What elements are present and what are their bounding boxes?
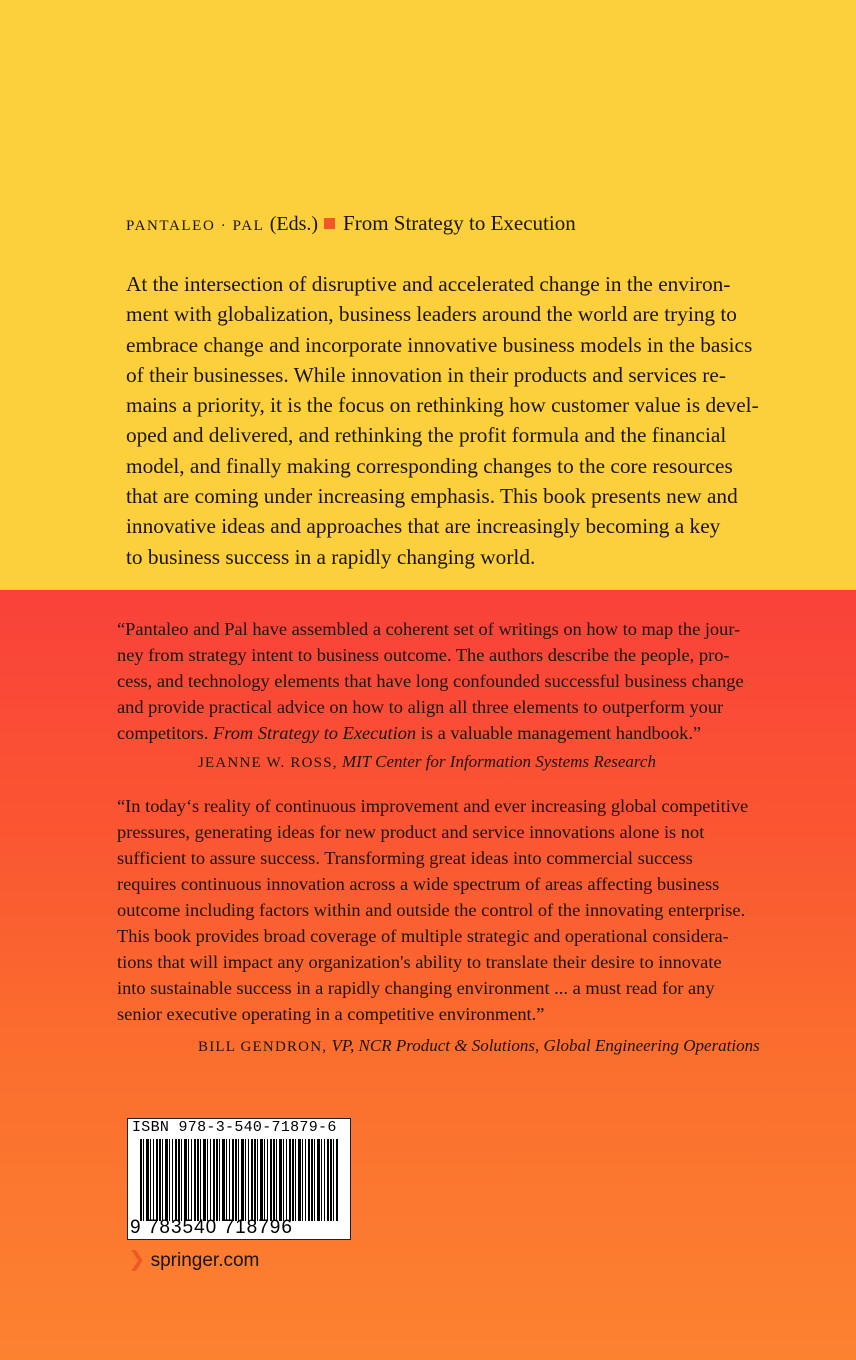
book-description	[126, 269, 826, 572]
springer-link[interactable]	[128, 1247, 259, 1272]
isbn-number: ISBN 978-3-540-71879-6	[132, 1119, 337, 1136]
description-line: mains a priority, it is the focus on rethinking how customer value is devel-	[126, 393, 759, 418]
description-line: ment with globalization, business leaders around the world are trying to	[126, 302, 737, 327]
book-title-italic: From Strategy to Execution	[213, 723, 417, 743]
description-line: to business success in a rapidly changing world.	[126, 544, 536, 569]
quote-line: pressures, generating ideas for new product and service innovations alone is not	[117, 822, 705, 842]
quote-line: and provide practical advice on how to align all three elements to outperform your	[117, 697, 724, 717]
barcode-bars	[140, 1139, 338, 1221]
quote-ross	[117, 616, 837, 746]
quote-line: requires continuous innovation across a wide spectrum of areas affecting business	[117, 874, 720, 894]
attribution-affiliation: VP, NCR Product & Solutions, Global Engineering Operations	[331, 1036, 760, 1055]
description-line: of their businesses. While innovation in their products and services re-	[126, 362, 726, 387]
quote-line: sufficient to assure success. Transforming great ideas into commercial success	[117, 848, 693, 868]
description-line: At the intersection of disruptive and accelerated change in the environ-	[126, 272, 731, 296]
attribution-name: BILL GENDRON,	[198, 1039, 328, 1055]
editors-label: (Eds.)	[269, 213, 319, 235]
quote-line: into sustainable success in a rapidly changing environment ... a must read for any	[117, 978, 715, 998]
quote-line: senior executive operating in a competitive environment.”	[117, 1004, 545, 1024]
square-bullet-icon	[324, 218, 335, 229]
book-title: From Strategy to Execution	[343, 211, 576, 235]
description-line: oped and delivered, and rethinking the profit formula and the financial	[126, 423, 727, 448]
book-header	[126, 211, 576, 236]
quote-line: “Pantaleo and Pal have assembled a coherent set of writings on how to map the jour-	[117, 619, 741, 639]
authors: PANTALEO · PAL	[126, 218, 265, 234]
quote-line: This book provides broad coverage of multiple strategic and operational considera-	[117, 926, 729, 946]
quote-gendron	[117, 793, 837, 1027]
quote-line: cess, and technology elements that have long confounded successful business change	[117, 671, 744, 691]
quote-line: competitors. From Strategy to Execution is a valuable management handbook.”	[117, 723, 702, 743]
attribution-affiliation: MIT Center for Information Systems Research	[341, 752, 656, 771]
attribution-gendron	[198, 1036, 760, 1056]
springer-url: springer.com	[150, 1250, 260, 1271]
quote-line: outcome including factors within and outside the control of the innovating enterprise.	[117, 900, 746, 920]
quote-line: ney from strategy intent to business outcome. The authors describe the people, pro-	[117, 645, 730, 665]
description-line: model, and finally making corresponding changes to the core resources	[126, 453, 733, 478]
barcode-digits: 9 783540 718796	[130, 1217, 293, 1238]
attribution-ross	[198, 752, 656, 772]
description-line: embrace change and incorporate innovative business models in the basics	[126, 332, 753, 357]
quote-line: tions that will impact any organization's ability to translate their desire to innovate	[117, 952, 722, 972]
description-line: innovative ideas and approaches that are increasingly becoming a key	[126, 514, 721, 539]
chevron-right-icon: ❯	[128, 1248, 146, 1271]
isbn-barcode	[127, 1118, 351, 1240]
attribution-name: JEANNE W. ROSS,	[198, 755, 338, 771]
description-line: that are coming under increasing emphasis. This book presents new and	[126, 484, 738, 509]
quote-line: “In today‘s reality of continuous improvement and ever increasing global competitive	[117, 796, 749, 816]
